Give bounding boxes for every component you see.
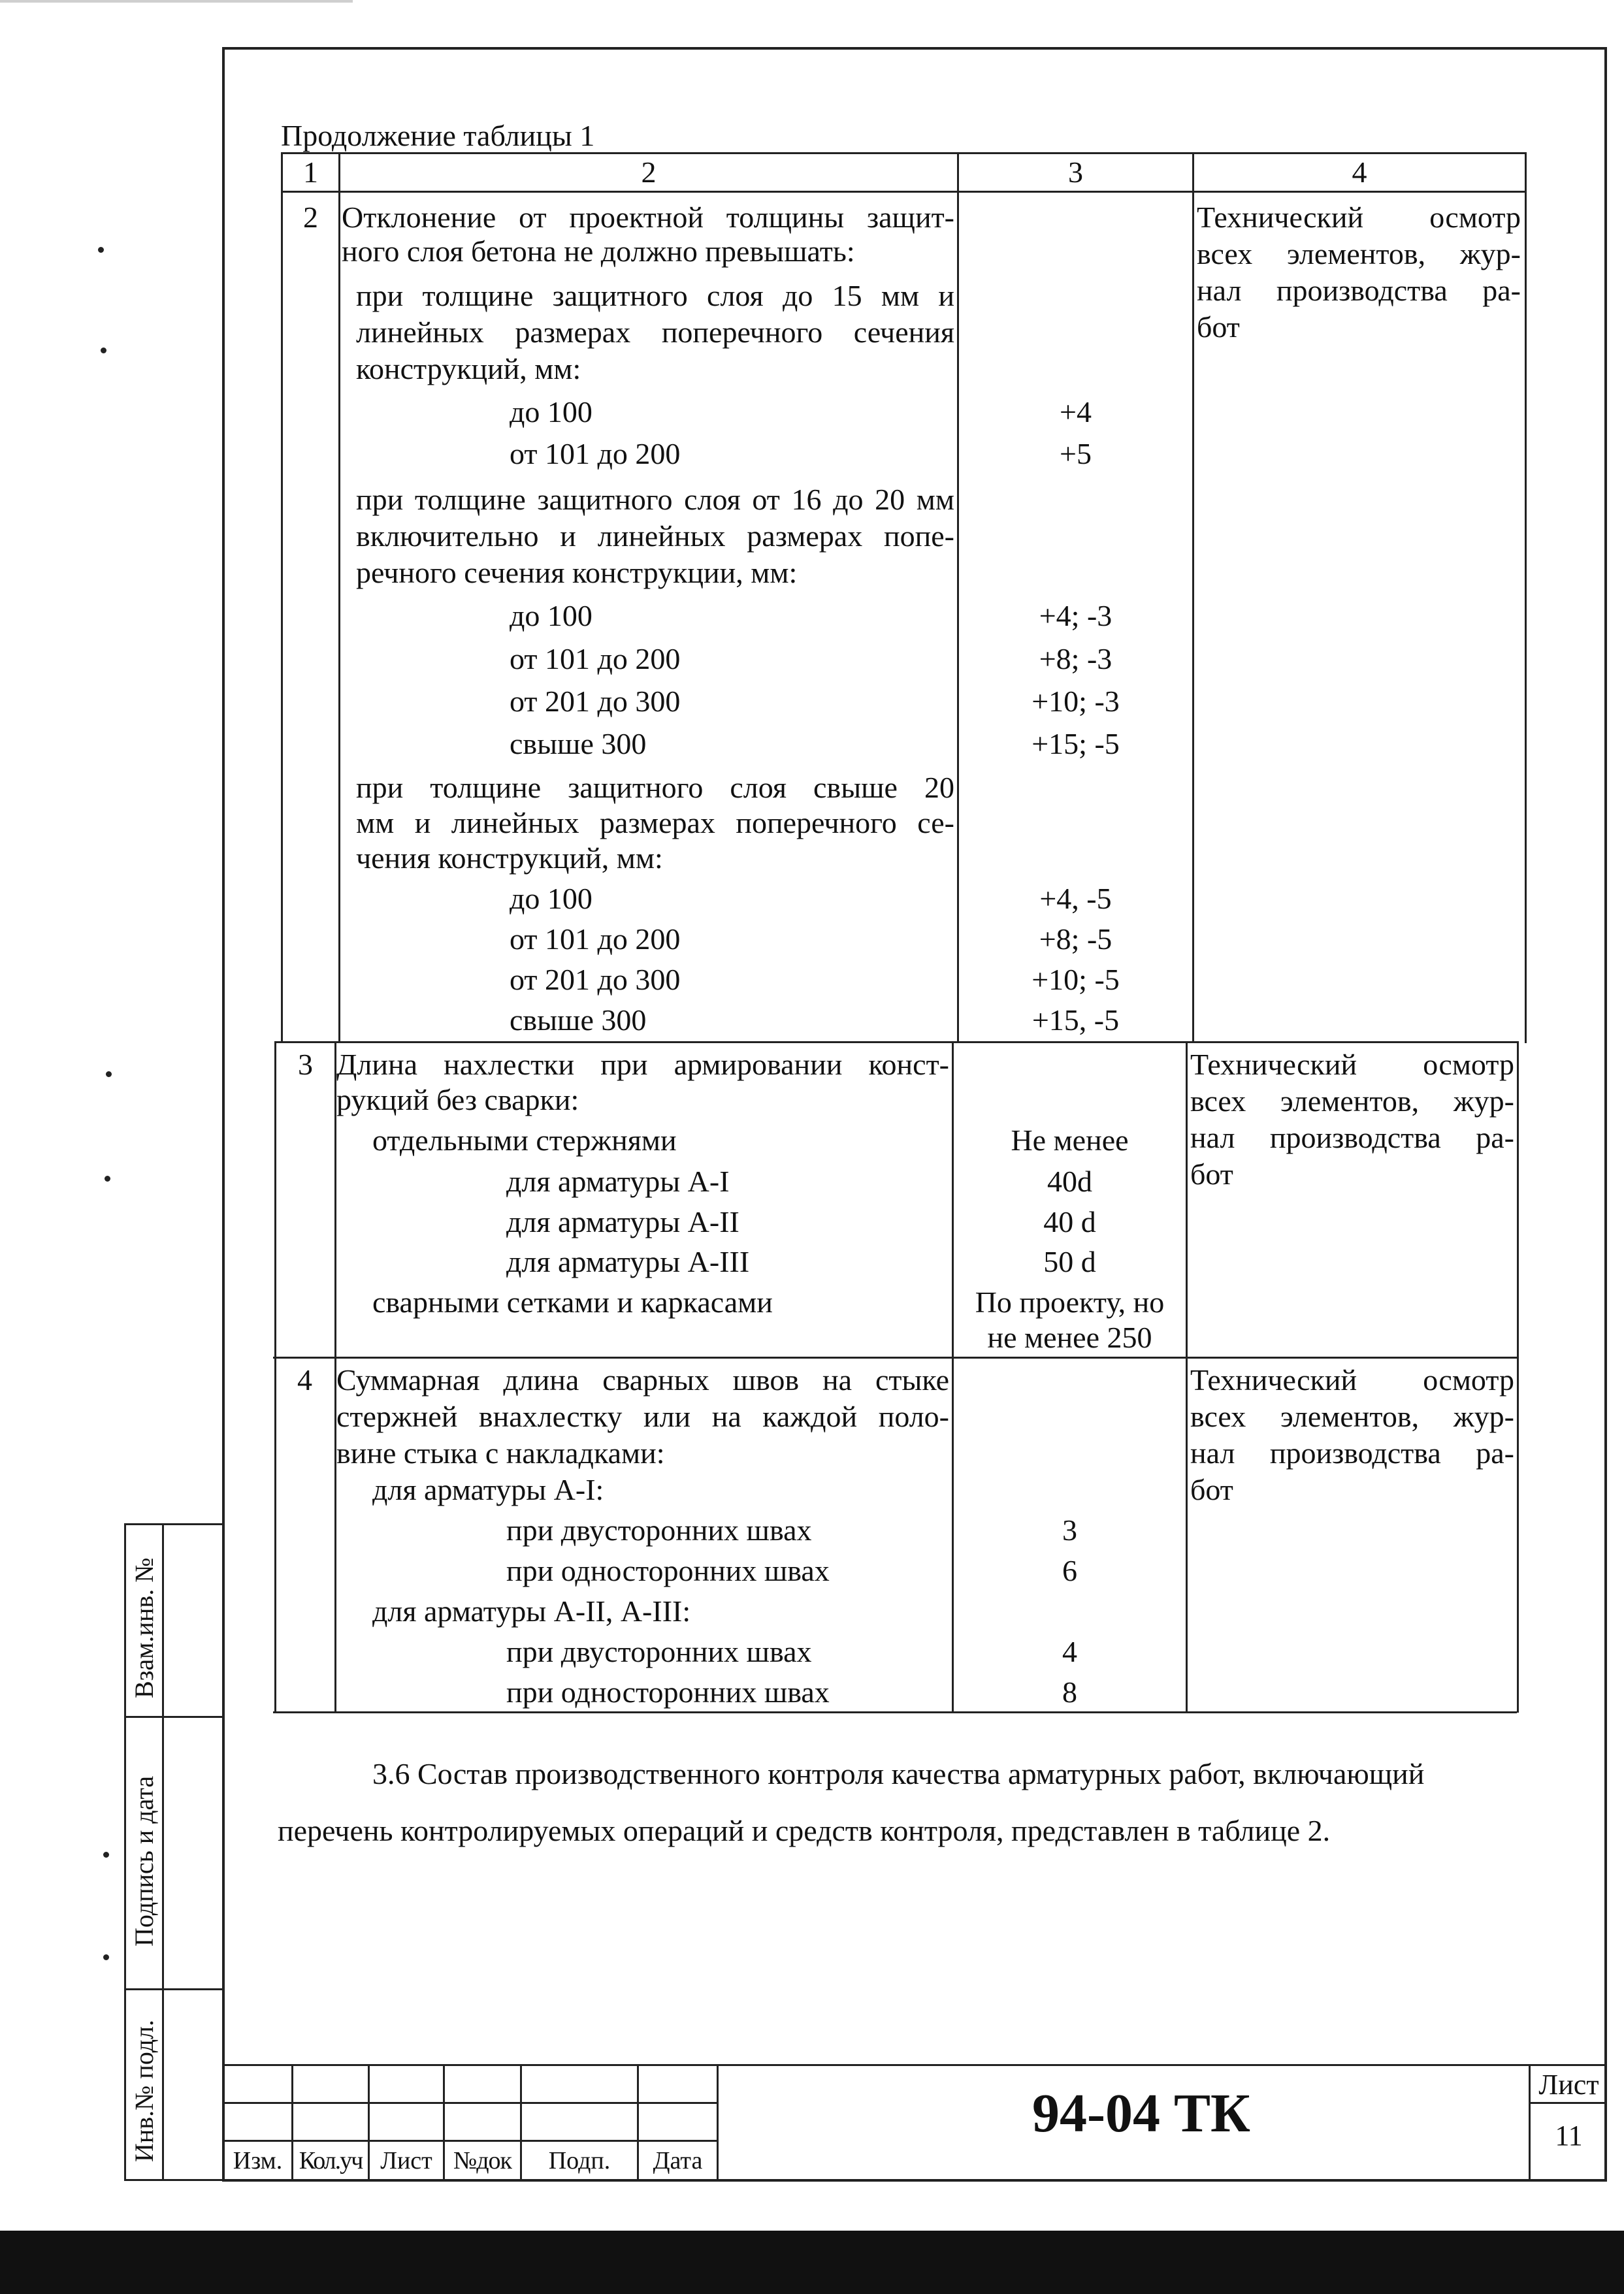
column-header: 2 [641, 155, 657, 189]
row-description-line: от 101 до 200 [510, 437, 681, 470]
row-description-line: при толщине защитного слоя от 16 до 20 мм [356, 483, 954, 516]
paragraph-line: перечень контролируемых операций и средств контроля, представлен в таблице 2. [278, 1814, 1331, 1847]
row-description-line: от 101 до 200 [510, 642, 681, 675]
title-col-label: Дата [653, 2147, 703, 2174]
stamp-border [162, 1523, 164, 2181]
row-description-line: речного сечения конструкции, мм: [356, 556, 798, 589]
stamp-label: Инв.№ подл. [129, 2020, 159, 2162]
title-col-label: Изм. [233, 2147, 283, 2174]
row-description-line: до 100 [510, 599, 593, 632]
tolerance-value: +10; -5 [1031, 963, 1120, 996]
row-number: 3 [298, 1048, 313, 1081]
tolerance-value: +4; -3 [1039, 599, 1112, 632]
row-description-line: при толщине защитного слоя свыше 20 [356, 771, 954, 804]
row-description-line: Длина нахлестки при армировании конст- [336, 1048, 949, 1081]
title-col-label: Лист [380, 2147, 432, 2174]
row-description-line: свыше 300 [510, 1003, 647, 1037]
row-number: 2 [303, 201, 318, 234]
stamp-border [124, 1523, 126, 2181]
row-description-line: от 101 до 200 [510, 922, 681, 956]
title-border [222, 2140, 719, 2142]
title-border [222, 2102, 719, 2104]
row-description-line: для арматуры А-II [506, 1205, 739, 1238]
scan-edge [0, 0, 353, 3]
row-description-line: мм и линейных размерах поперечного се- [356, 806, 954, 839]
paragraph-line: 3.6 Состав производственного контроля качества арматурных работ, включающий [372, 1757, 1425, 1790]
tolerance-value: По проекту, но [975, 1285, 1165, 1319]
row-description-line: при двусторонних швах [506, 1635, 812, 1668]
tolerance-value: +15, -5 [1031, 1003, 1120, 1037]
tolerance-value: +8; -3 [1039, 642, 1112, 675]
control-method-line: нал производства ра- [1197, 274, 1521, 307]
tolerance-value: +4 [1060, 395, 1092, 428]
tolerance-value: 6 [1062, 1554, 1077, 1587]
table-border [281, 152, 283, 1043]
row-description-line: Отклонение от проектной толщины защит- [342, 201, 954, 234]
scan-bottom-edge [0, 2231, 1624, 2294]
row-description-line: ного слоя бетона не должно превышать: [342, 234, 855, 268]
row-number: 4 [297, 1363, 312, 1397]
row-description-line: стержней внахлестку или на каждой поло- [336, 1400, 949, 1433]
control-method-line: нал производства ра- [1190, 1121, 1514, 1154]
row-description-line: Суммарная длина сварных швов на стыке [336, 1363, 949, 1397]
row-description-line: отдельными стержнями [372, 1123, 677, 1157]
sheet-number: 11 [1555, 2120, 1583, 2152]
tolerance-value: +15; -5 [1031, 727, 1120, 760]
row-description-line: чения конструкций, мм: [356, 841, 663, 875]
stamp-border [124, 1716, 222, 1718]
margin-dot [103, 1852, 109, 1858]
control-method-line: бот [1190, 1473, 1233, 1506]
tolerance-value: 50 d [1043, 1245, 1096, 1278]
margin-dot [98, 247, 104, 253]
table-caption: Продолжение таблицы 1 [281, 119, 595, 152]
control-method-line: нал производства ра- [1190, 1436, 1514, 1470]
row-description-line: при односторонних швах [506, 1675, 830, 1709]
tolerance-value: 4 [1062, 1635, 1077, 1668]
tolerance-value: 8 [1062, 1675, 1077, 1709]
table-border [274, 1041, 1518, 1043]
control-method-line: всех элементов, жур- [1197, 237, 1521, 270]
column-header: 3 [1068, 155, 1083, 189]
sheet-label: Лист [1538, 2069, 1599, 2101]
table-border [273, 1711, 1517, 1713]
document-code: 94-04 ТК [1032, 2083, 1250, 2144]
row-description-line: сварными сетками и каркасами [372, 1285, 773, 1319]
tolerance-value: +8; -5 [1039, 922, 1112, 956]
control-method-line: всех элементов, жур- [1190, 1400, 1514, 1433]
title-border [222, 2064, 1607, 2066]
row-description-line: от 201 до 300 [510, 963, 681, 996]
tolerance-value: 40 d [1043, 1205, 1096, 1238]
tolerance-value: +5 [1060, 437, 1092, 470]
stamp-label: Подпись и дата [129, 1775, 159, 1947]
row-description-line: линейных размерах поперечного сечения [356, 315, 954, 349]
control-method-line: бот [1190, 1157, 1233, 1191]
margin-dot [103, 1954, 109, 1960]
control-method-line: бот [1197, 310, 1240, 344]
table-border [273, 1357, 1517, 1359]
control-method-line: Технический осмотр [1190, 1363, 1514, 1397]
title-col-label: Кол.уч [299, 2147, 363, 2174]
stamp-label: Взам.инв. № [129, 1557, 159, 1698]
row-description-line: для арматуры А-I: [372, 1473, 604, 1506]
table-border [1517, 1041, 1519, 1713]
control-method-line: Технический осмотр [1190, 1048, 1514, 1081]
title-col-label: Подп. [548, 2147, 611, 2174]
margin-dot [105, 1176, 110, 1182]
row-description-line: при двусторонних швах [506, 1513, 812, 1547]
row-description-line: конструкций, мм: [356, 352, 581, 385]
table-border [338, 152, 340, 1043]
stamp-border [124, 2179, 222, 2181]
row-description-line: при толщине защитного слоя до 15 мм и [356, 279, 954, 312]
row-description-line: рукций без сварки: [336, 1083, 579, 1116]
row-description-line: для арматуры А-I [506, 1165, 730, 1198]
row-description-line: при односторонних швах [506, 1554, 830, 1587]
control-method-line: всех элементов, жур- [1190, 1084, 1514, 1118]
tolerance-value: Не менее [1011, 1123, 1129, 1157]
title-border [717, 2064, 719, 2182]
margin-dot [101, 347, 106, 353]
row-description-line: до 100 [510, 395, 593, 428]
stamp-border [124, 1988, 222, 1990]
tolerance-value: 3 [1062, 1513, 1077, 1547]
stamp-border [124, 1523, 222, 1525]
row-description-line: от 201 до 300 [510, 685, 681, 718]
title-col-label: №док [453, 2147, 512, 2174]
control-method-line: Технический осмотр [1197, 201, 1521, 234]
row-description-line: включительно и линейных размерах попе- [356, 519, 954, 553]
column-header: 4 [1352, 155, 1367, 189]
table-border [1525, 152, 1527, 1043]
row-description-line: для арматуры А-III [506, 1245, 750, 1278]
row-description-line: для арматуры А-II, А-III: [372, 1594, 691, 1628]
tolerance-value: 40d [1047, 1165, 1092, 1198]
margin-dot [106, 1071, 112, 1077]
tolerance-value: не менее 250 [987, 1321, 1152, 1354]
tolerance-value: +10; -3 [1031, 685, 1120, 718]
table-border [1192, 152, 1194, 1043]
row-description-line: до 100 [510, 882, 593, 915]
title-border [1529, 2102, 1607, 2104]
row-description-line: вине стыка с накладками: [336, 1436, 665, 1470]
row-description-line: свыше 300 [510, 727, 647, 760]
tolerance-value: +4, -5 [1039, 882, 1112, 915]
table-border [1186, 1041, 1188, 1713]
column-header: 1 [303, 155, 318, 189]
